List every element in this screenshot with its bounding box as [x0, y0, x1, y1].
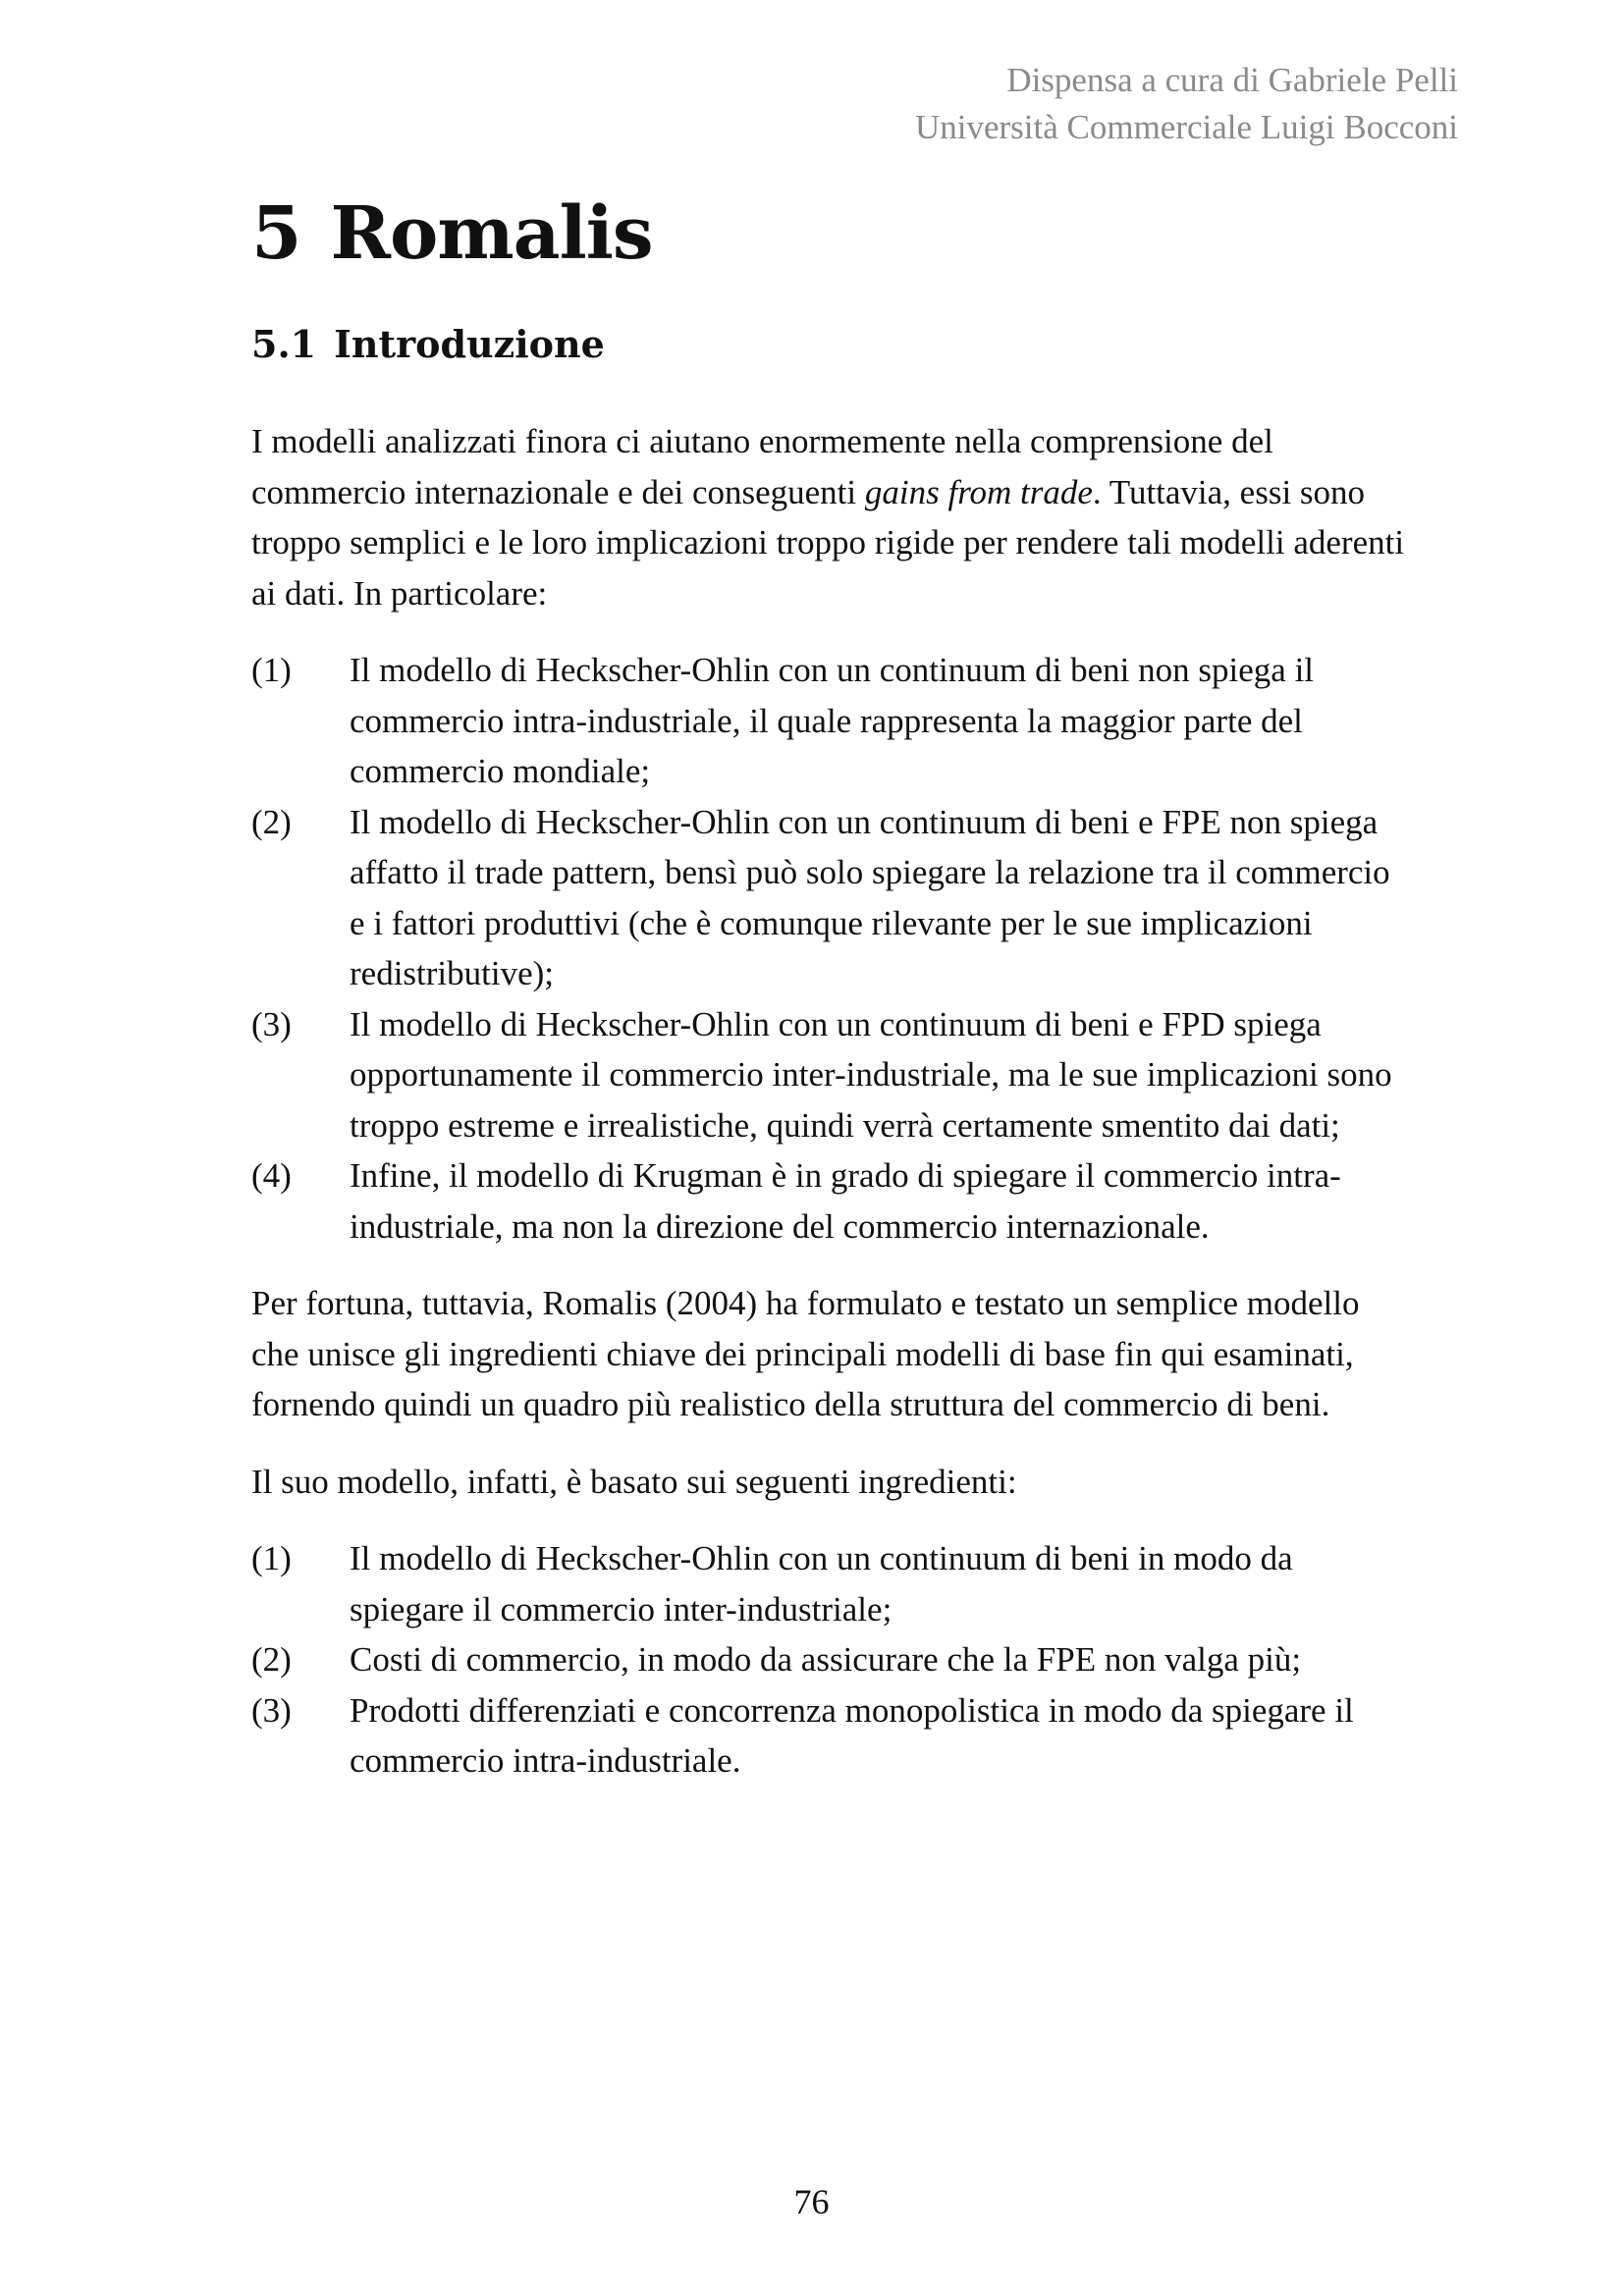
- list-item: [251, 797, 1410, 999]
- list-marker: (1): [251, 1539, 292, 1577]
- header-author: Dispensa a cura di Gabriele Pelli: [1006, 61, 1458, 99]
- chapter-title: [251, 191, 653, 276]
- intro-paragraph: [251, 416, 1410, 618]
- list-item: [251, 645, 1410, 797]
- section-title-text: Introduzione: [334, 322, 605, 366]
- list-marker: (2): [251, 802, 292, 841]
- intro-text-before: I modelli analizzati finora ci aiutano enormemente nella comprensione del commercio internazionale e dei conseguenti: [251, 422, 1273, 511]
- chapter-title-text: Romalis: [330, 191, 653, 276]
- list-marker: (3): [251, 1004, 292, 1043]
- romalis-paragraph: Per fortuna, tuttavia, Romalis (2004) ha formulato e testato un semplice modello che unisce gli ingredienti chiave dei principali modelli di base fin qui esaminati, fornendo quindi un quadro più realistico della struttura del commercio di beni.: [251, 1284, 1360, 1423]
- list-item-text: Costi di commercio, in modo da assicurare che la FPE non valga più;: [350, 1640, 1302, 1679]
- page-header: [915, 57, 1458, 151]
- intro-text-after: . Tuttavia, essi sono troppo semplici e le loro implicazioni troppo rigide per rendere tali modelli aderenti ai dati. In particolare:: [251, 472, 1405, 613]
- page-number: 76: [793, 2182, 830, 2221]
- chapter-number: 5: [251, 191, 301, 276]
- list-item: [251, 1685, 1410, 1787]
- list-item-text: Il modello di Heckscher-Ohlin con un continuum di beni e FPD spiega opportunamente il commercio inter-industriale, ma le sue implicazioni sono troppo estreme e irrealistiche, quindi verrà certamente smentito dai dati;: [350, 1004, 1392, 1145]
- list-marker: (3): [251, 1690, 292, 1730]
- list-item-text: Il modello di Heckscher-Ohlin con un continuum di beni in modo da spiegare il commercio inter-industriale;: [350, 1539, 1293, 1629]
- list-marker: (4): [251, 1156, 292, 1195]
- list-item-text: Il modello di Heckscher-Ohlin con un continuum di beni non spiega il commercio intra-industriale, il quale rappresenta la maggior parte del commercio mondiale;: [350, 651, 1315, 790]
- section-title: [251, 322, 605, 366]
- list-item-text: Infine, il modello di Krugman è in grado di spiegare il commercio intra-industriale, ma non la direzione del commercio internazionale.: [350, 1156, 1341, 1246]
- list-item-text: Il modello di Heckscher-Ohlin con un continuum di beni e FPE non spiega affatto il trade pattern, bensì può solo spiegare la relazione tra il commercio e i fattori produttivi (che è comunque rilevante per le sue implicazioni redistributive);: [350, 802, 1390, 992]
- page-body: [251, 416, 1410, 1787]
- list-marker: (2): [251, 1640, 292, 1679]
- list-item: [251, 999, 1410, 1151]
- limitations-list: [251, 645, 1410, 1252]
- header-university: Università Commerciale Luigi Bocconi: [914, 108, 1458, 146]
- ingredients-list: [251, 1533, 1410, 1787]
- list-item-text: Prodotti differenziati e concorrenza monopolistica in modo da spiegare il commercio intra-industriale.: [350, 1690, 1354, 1780]
- list-item: [251, 1150, 1410, 1252]
- section-number: 5.1: [251, 322, 317, 366]
- intro-italic-term: gains from trade: [864, 472, 1093, 511]
- ingredients-intro: Il suo modello, infatti, è basato sui seguenti ingredienti:: [251, 1462, 1017, 1501]
- list-item: [251, 1634, 1410, 1685]
- list-marker: (1): [251, 651, 292, 689]
- list-item: [251, 1533, 1410, 1634]
